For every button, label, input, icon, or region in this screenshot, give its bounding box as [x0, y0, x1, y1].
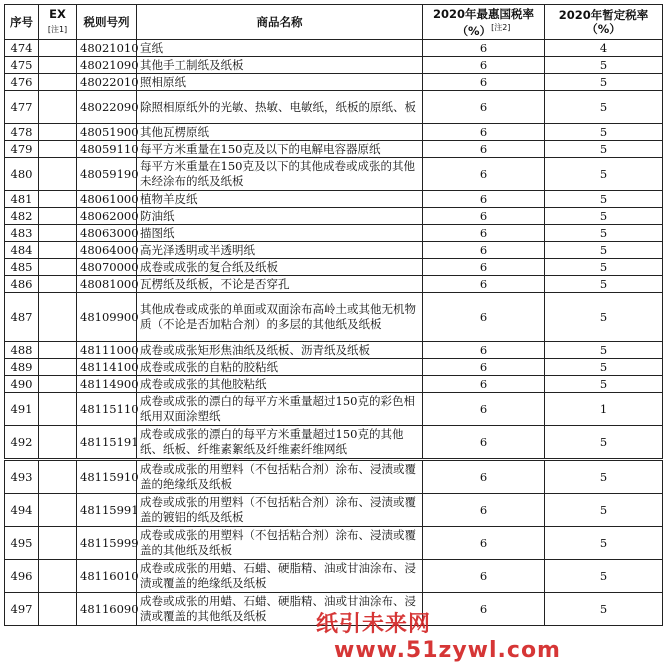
header-temp — [545, 5, 663, 40]
cell-mfn: 6 — [423, 560, 545, 593]
cell-ex — [39, 124, 77, 141]
cell-no: 483 — [5, 225, 39, 242]
cell-no: 477 — [5, 91, 39, 124]
cell-ex — [39, 91, 77, 124]
cell-name: 成卷或成张的用塑料（不包括粘合剂）涂布、浸渍或覆盖的绝缘纸及纸板 — [137, 460, 423, 494]
table-row — [5, 124, 663, 141]
cell-name: 防油纸 — [137, 208, 423, 225]
table-header-row — [5, 5, 663, 40]
cell-temp: 5 — [545, 276, 663, 293]
table-row — [5, 242, 663, 259]
cell-mfn: 6 — [423, 141, 545, 158]
cell-ex — [39, 426, 77, 460]
cell-no: 495 — [5, 527, 39, 560]
cell-temp: 5 — [545, 259, 663, 276]
cell-mfn: 6 — [423, 40, 545, 57]
cell-temp: 5 — [545, 225, 663, 242]
cell-name: 成卷或成张的自粘的胶粘纸 — [137, 359, 423, 376]
header-no: 序号 — [5, 5, 39, 40]
cell-temp: 5 — [545, 376, 663, 393]
cell-code: 48021010 — [77, 40, 137, 57]
cell-no: 492 — [5, 426, 39, 460]
cell-mfn: 6 — [423, 460, 545, 494]
cell-code: 48064000 — [77, 242, 137, 259]
cell-name: 成卷或成张的用塑料（不包括粘合剂）涂布、浸渍或覆盖的其他纸及纸板 — [137, 527, 423, 560]
cell-code: 48081000 — [77, 276, 137, 293]
table-row — [5, 158, 663, 191]
cell-mfn: 6 — [423, 276, 545, 293]
cell-no: 486 — [5, 276, 39, 293]
header-mfn-note: [注2] — [491, 22, 511, 32]
table-row — [5, 460, 663, 494]
cell-no: 475 — [5, 57, 39, 74]
header-ex-note: [注1] — [47, 25, 68, 34]
cell-name: 每平方米重量在150克及以下的其他成卷或成张的其他未经涂布的纸及纸板 — [137, 158, 423, 191]
header-temp-unit: （%） — [586, 22, 621, 36]
cell-code: 48115991 — [77, 494, 137, 527]
cell-ex — [39, 158, 77, 191]
table-row — [5, 208, 663, 225]
cell-no: 494 — [5, 494, 39, 527]
header-name: 商品名称 — [137, 5, 423, 40]
cell-name: 每平方米重量在150克及以下的电解电容器原纸 — [137, 141, 423, 158]
cell-temp: 5 — [545, 460, 663, 494]
cell-code: 48022090 — [77, 91, 137, 124]
cell-code: 48022010 — [77, 74, 137, 91]
cell-temp: 5 — [545, 208, 663, 225]
cell-temp: 5 — [545, 91, 663, 124]
watermark-cn: 纸引未来网 — [316, 612, 432, 637]
cell-ex — [39, 57, 77, 74]
table-row — [5, 91, 663, 124]
table-row — [5, 426, 663, 460]
cell-mfn: 6 — [423, 259, 545, 276]
cell-mfn: 6 — [423, 158, 545, 191]
cell-name: 成卷或成张的用塑料（不包括粘合剂）涂布、浸渍或覆盖的镀铝的纸及纸板 — [137, 494, 423, 527]
cell-mfn: 6 — [423, 293, 545, 342]
cell-code: 48114900 — [77, 376, 137, 393]
cell-ex — [39, 342, 77, 359]
cell-mfn: 6 — [423, 593, 545, 626]
cell-code: 48061000 — [77, 191, 137, 208]
cell-no: 481 — [5, 191, 39, 208]
cell-mfn: 6 — [423, 124, 545, 141]
cell-no: 480 — [5, 158, 39, 191]
cell-temp: 5 — [545, 191, 663, 208]
cell-ex — [39, 460, 77, 494]
cell-name: 其他瓦楞原纸 — [137, 124, 423, 141]
watermark-url: www.51zywl.com — [334, 638, 561, 663]
cell-no: 488 — [5, 342, 39, 359]
table-row — [5, 40, 663, 57]
cell-temp: 5 — [545, 342, 663, 359]
cell-mfn: 6 — [423, 393, 545, 426]
cell-ex — [39, 225, 77, 242]
cell-temp: 5 — [545, 124, 663, 141]
cell-ex — [39, 393, 77, 426]
header-temp-label: 2020年暂定税率 — [558, 8, 649, 22]
cell-temp: 5 — [545, 494, 663, 527]
header-ex-label: EX — [49, 7, 66, 21]
table-row — [5, 74, 663, 91]
cell-name: 成卷或成张的用蜡、石蜡、硬脂精、油或甘油涂布、浸渍或覆盖的绝缘纸及纸板 — [137, 560, 423, 593]
cell-ex — [39, 242, 77, 259]
cell-name: 描图纸 — [137, 225, 423, 242]
cell-ex — [39, 191, 77, 208]
cell-ex — [39, 208, 77, 225]
watermark — [316, 607, 666, 663]
cell-name: 成卷或成张的漂白的每平方米重量超过150克的彩色相纸用双面涂塑纸 — [137, 393, 423, 426]
table-row — [5, 560, 663, 593]
cell-name: 其他成卷或成张的单面或双面涂布高岭土或其他无机物质（不论是否加粘合剂）的多层的其他纸及纸板 — [137, 293, 423, 342]
cell-ex — [39, 494, 77, 527]
cell-no: 484 — [5, 242, 39, 259]
cell-ex — [39, 593, 77, 626]
cell-name: 瓦楞纸及纸板，不论是否穿孔 — [137, 276, 423, 293]
header-mfn-label: 2020年最惠国税率 — [432, 6, 534, 21]
cell-code: 48062000 — [77, 208, 137, 225]
table-row — [5, 57, 663, 74]
cell-mfn: 6 — [423, 57, 545, 74]
cell-temp: 5 — [545, 57, 663, 74]
cell-code: 48116090 — [77, 593, 137, 626]
table-body — [5, 40, 663, 626]
cell-name: 植物羊皮纸 — [137, 191, 423, 208]
cell-temp: 5 — [545, 141, 663, 158]
table-row — [5, 376, 663, 393]
table-row — [5, 527, 663, 560]
cell-mfn: 6 — [423, 74, 545, 91]
cell-temp: 4 — [545, 40, 663, 57]
cell-mfn: 6 — [423, 208, 545, 225]
cell-name: 除照相原纸外的光敏、热敏、电敏纸，纸板的原纸、板 — [137, 91, 423, 124]
cell-mfn: 6 — [423, 359, 545, 376]
cell-mfn: 6 — [423, 242, 545, 259]
cell-no: 479 — [5, 141, 39, 158]
cell-temp: 5 — [545, 242, 663, 259]
table-row — [5, 342, 663, 359]
table-row — [5, 276, 663, 293]
cell-mfn: 6 — [423, 191, 545, 208]
cell-no: 497 — [5, 593, 39, 626]
cell-ex — [39, 527, 77, 560]
cell-temp: 5 — [545, 158, 663, 191]
cell-no: 496 — [5, 560, 39, 593]
table-row — [5, 259, 663, 276]
cell-code: 48115191 — [77, 426, 137, 460]
cell-code: 48070000 — [77, 259, 137, 276]
cell-ex — [39, 359, 77, 376]
cell-name: 照相原纸 — [137, 74, 423, 91]
cell-temp: 5 — [545, 74, 663, 91]
cell-name: 高光泽透明或半透明纸 — [137, 242, 423, 259]
header-mfn-unit: （%） — [456, 23, 492, 38]
cell-no: 476 — [5, 74, 39, 91]
cell-mfn: 6 — [423, 527, 545, 560]
cell-temp: 5 — [545, 293, 663, 342]
cell-ex — [39, 259, 77, 276]
cell-code: 48115999 — [77, 527, 137, 560]
header-ex — [39, 5, 77, 40]
cell-mfn: 6 — [423, 376, 545, 393]
cell-code: 48063000 — [77, 225, 137, 242]
cell-ex — [39, 141, 77, 158]
cell-name: 成卷或成张的漂白的每平方米重量超过150克的其他纸、纸板、纤维素絮纸及纤维素纤维网纸 — [137, 426, 423, 460]
table-row — [5, 141, 663, 158]
cell-code: 48115910 — [77, 460, 137, 494]
cell-mfn: 6 — [423, 494, 545, 527]
cell-code: 48111000 — [77, 342, 137, 359]
cell-temp: 5 — [545, 560, 663, 593]
cell-ex — [39, 376, 77, 393]
table-row — [5, 494, 663, 527]
cell-code: 48051900 — [77, 124, 137, 141]
cell-code: 48021090 — [77, 57, 137, 74]
header-code: 税则号列 — [77, 5, 137, 40]
cell-code: 48115110 — [77, 393, 137, 426]
cell-name: 成卷或成张的其他胶粘纸 — [137, 376, 423, 393]
table-row — [5, 191, 663, 208]
cell-ex — [39, 276, 77, 293]
cell-ex — [39, 74, 77, 91]
cell-name: 成卷或成张矩形焦油纸及纸板、沥青纸及纸板 — [137, 342, 423, 359]
cell-mfn: 6 — [423, 426, 545, 460]
table-row — [5, 293, 663, 342]
cell-name: 成卷或成张的用蜡、石蜡、硬脂精、油或甘油涂布、浸渍或覆盖的其他纸及纸板 — [137, 593, 423, 626]
cell-no: 493 — [5, 460, 39, 494]
cell-no: 485 — [5, 259, 39, 276]
cell-code: 48059110 — [77, 141, 137, 158]
cell-code: 48114100 — [77, 359, 137, 376]
cell-temp: 5 — [545, 527, 663, 560]
cell-temp: 1 — [545, 393, 663, 426]
cell-no: 474 — [5, 40, 39, 57]
cell-no: 482 — [5, 208, 39, 225]
table-row — [5, 393, 663, 426]
cell-no: 487 — [5, 293, 39, 342]
cell-mfn: 6 — [423, 342, 545, 359]
cell-code: 48059190 — [77, 158, 137, 191]
cell-name: 宣纸 — [137, 40, 423, 57]
cell-mfn: 6 — [423, 91, 545, 124]
tariff-table — [4, 4, 663, 626]
header-mfn — [423, 5, 545, 40]
cell-no: 490 — [5, 376, 39, 393]
table-row — [5, 359, 663, 376]
cell-temp: 5 — [545, 359, 663, 376]
cell-name: 其他手工制纸及纸板 — [137, 57, 423, 74]
cell-no: 489 — [5, 359, 39, 376]
cell-no: 491 — [5, 393, 39, 426]
cell-temp: 5 — [545, 426, 663, 460]
cell-ex — [39, 293, 77, 342]
cell-name: 成卷或成张的复合纸及纸板 — [137, 259, 423, 276]
cell-ex — [39, 40, 77, 57]
cell-code: 48109900 — [77, 293, 137, 342]
cell-mfn: 6 — [423, 225, 545, 242]
cell-no: 478 — [5, 124, 39, 141]
cell-code: 48116010 — [77, 560, 137, 593]
cell-temp: 5 — [545, 593, 663, 626]
table-row — [5, 225, 663, 242]
cell-ex — [39, 560, 77, 593]
